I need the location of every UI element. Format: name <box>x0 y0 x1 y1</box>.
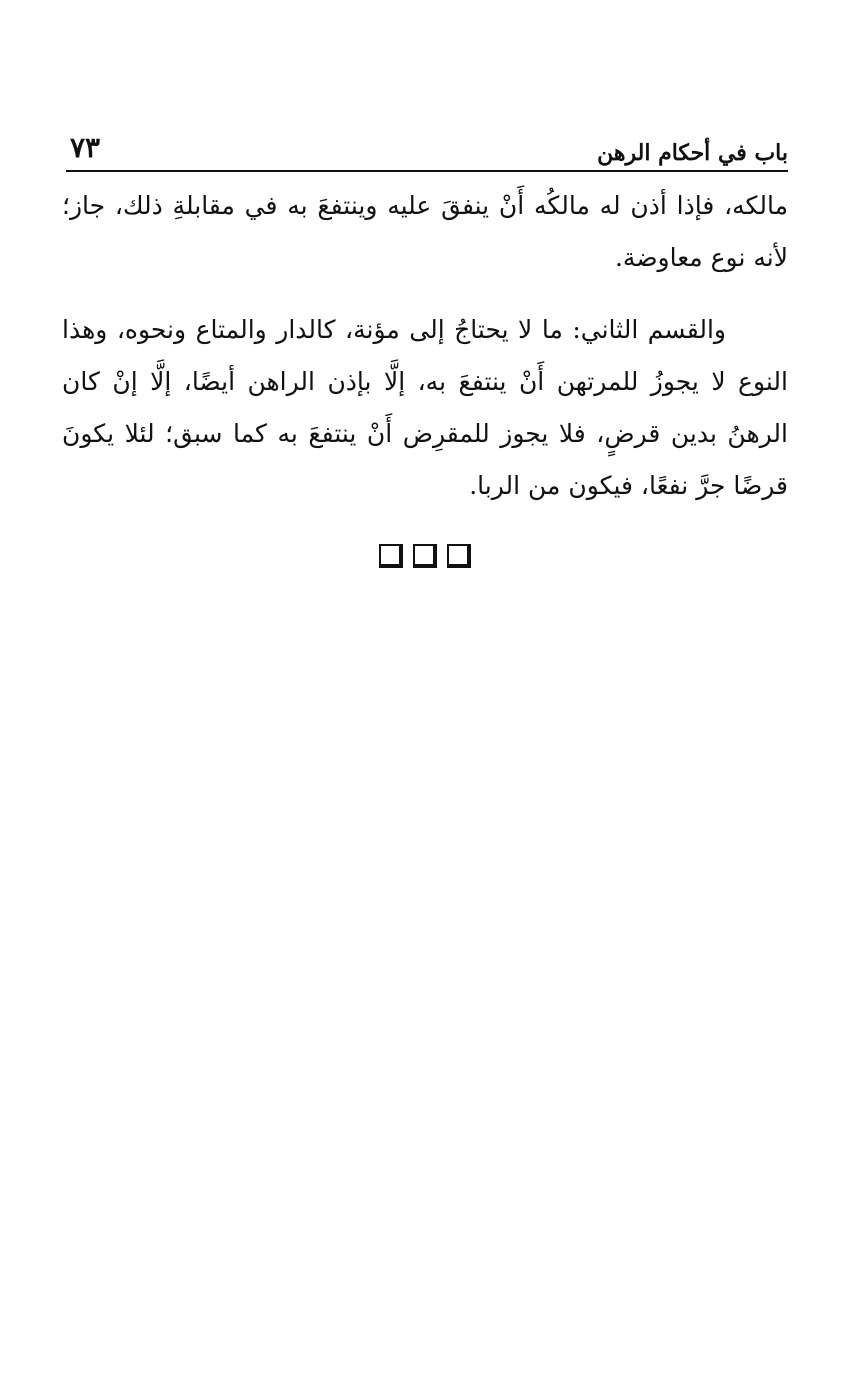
square-box-icon <box>379 544 403 568</box>
running-title: باب في أحكام الرهن <box>597 140 788 166</box>
square-box-icon <box>447 544 471 568</box>
page-header <box>66 118 788 172</box>
paragraph: مالكه، فإذا أذن له مالكُه أَنْ ينفقَ عليه وينتفعَ به في مقابلةِ ذلك، جاز؛ لأنه نوع معاوضة. <box>62 191 788 272</box>
paragraph: والقسم الثاني: ما لا يحتاجُ إلى مؤنة، كالدار والمتاع ونحوه، وهذا النوع لا يجوزُ للمرتهن أَنْ ينتفعَ به، إلَّا بإذن الراهن أيضًا، إلَّا إنْ كان الرهنُ بدين قرضٍ، فلا يجوز للمقرِض أَنْ ينتفعَ به كما سبق؛ لئلا يكونَ قرضًا جرَّ نفعًا، فيكون من الربا. <box>62 315 788 500</box>
section-separator <box>0 544 849 568</box>
body-text <box>62 180 788 512</box>
square-box-icon <box>413 544 437 568</box>
page-number: ٧٣ <box>70 131 101 164</box>
